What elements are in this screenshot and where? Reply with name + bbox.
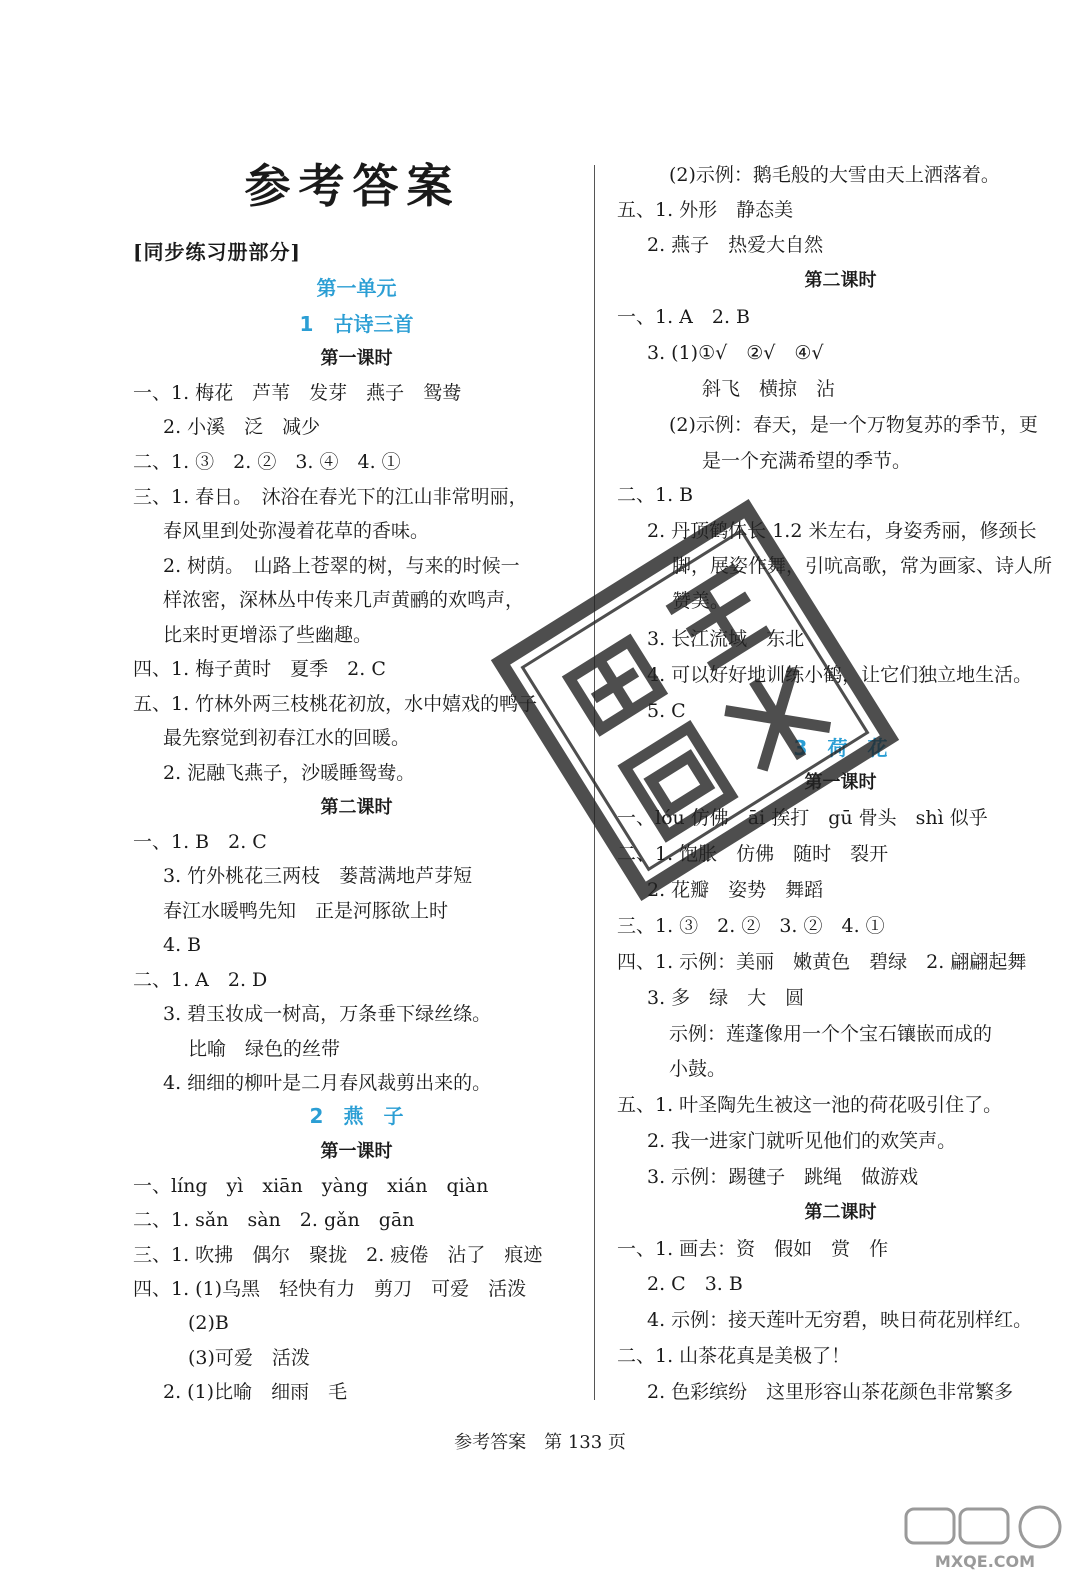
lesson-heading: 1 古诗三首 [299, 312, 414, 336]
answer-line: 4. 细细的柳叶是二月春风裁剪出来的。 [163, 1072, 492, 1094]
lesson-heading: 2 燕 子 [309, 1104, 404, 1128]
answer-line: 3. 竹外桃花三两枝 蒌蒿满地芦芽短 [163, 865, 473, 887]
answer-line: 二、1. 饱胀 仿佛 随时 裂开 [617, 843, 889, 865]
lesson-heading: 3 荷 花 [793, 736, 888, 760]
answer-line: 2. C 3. B [647, 1273, 743, 1295]
page-footer: 参考答案 第 133 页 [454, 1432, 626, 1453]
answer-line: 一、1. 画去：资 假如 赏 作 [617, 1238, 889, 1260]
class-heading: 第一课时 [320, 1141, 393, 1162]
answer-line: 2. 泥融飞燕子，沙暖睡鸳鸯。 [163, 762, 416, 784]
answer-line: (2)示例：春天，是一个万物复苏的季节，更 [669, 414, 1038, 436]
section-label: [同步练习册部分] [133, 240, 301, 264]
unit-heading: 第一单元 [316, 276, 397, 300]
answer-line: 二、1. A 2. D [133, 969, 268, 991]
class-heading: 第二课时 [804, 270, 877, 291]
answer-line: 一、1. 梅花 芦苇 发芽 燕子 鸳鸯 [133, 382, 462, 404]
answer-line: (2)B [188, 1312, 229, 1334]
answer-line: 三、1. 吹拂 偶尔 聚拢 2. 疲倦 沾了 痕迹 [133, 1244, 543, 1266]
answer-line: 三、1. ③ 2. ② 3. ② 4. ① [617, 915, 885, 937]
answer-line: 是一个充满希望的季节。 [702, 450, 912, 472]
answer-line: 三、1. 春日。 沐浴在春光下的江山非常明丽， [133, 486, 528, 508]
answer-line: 脚，展姿作舞，引吭高歌，常为画家、诗人所 [672, 555, 1053, 577]
answer-line: 小鼓。 [669, 1058, 727, 1080]
answer-line: 一、líng yì xiān yàng xián qiàn [133, 1175, 489, 1197]
answer-line: 2. 丹顶鹤体长 1.2 米左右，身姿秀丽，修颈长 [647, 520, 1037, 542]
answer-line: 四、1. 示例：美丽 嫩黄色 碧绿 2. 翩翩起舞 [617, 951, 1027, 973]
answer-line: 4. 可以好好地训练小鹤，让它们独立地生活。 [647, 664, 1033, 686]
answer-line: 一、lóu 仿佛 āi 挨打 gū 骨头 shì 似乎 [617, 807, 988, 829]
watermark-logo-icon [900, 1505, 1070, 1575]
answer-line: (3)可爱 活泼 [188, 1347, 310, 1369]
answer-line: 赞美。 [672, 590, 730, 612]
class-heading: 第一课时 [320, 348, 393, 369]
answer-line: 3. 长江流域 东北 [647, 628, 805, 650]
answer-line: 五、1. 竹林外两三枝桃花初放，水中嬉戏的鸭子 [133, 693, 538, 715]
answer-line: 样浓密，深林丛中传来几声黄鹂的欢鸣声， [163, 589, 525, 611]
answer-line: 二、1. sǎn sàn 2. gǎn gān [133, 1209, 415, 1231]
watermark-text: MXQE.COM [934, 1552, 1036, 1571]
answer-line: (2)示例：鹅毛般的大雪由天上洒落着。 [669, 164, 1000, 186]
answer-line: 斜飞 横掠 沾 [702, 378, 836, 400]
answer-line: 春风里到处弥漫着花草的香味。 [163, 520, 430, 542]
class-heading: 第二课时 [320, 797, 393, 818]
answer-line: 一、1. B 2. C [133, 831, 267, 853]
answer-line: 比来时更增添了些幽趣。 [163, 624, 373, 646]
answer-line: 2. 小溪 泛 减少 [163, 416, 321, 438]
answer-line: 3. (1)①√ ②√ ④√ [647, 342, 824, 364]
answer-line: 4. 示例：接天莲叶无穷碧，映日荷花别样红。 [647, 1309, 1033, 1331]
answer-line: 3. 多 绿 大 圆 [647, 987, 805, 1009]
answer-line: 2. 色彩缤纷 这里形容山茶花颜色非常繁多 [647, 1381, 1014, 1403]
answer-line: 2. 燕子 热爱大自然 [647, 234, 824, 256]
answer-line: 二、1. 山茶花真是美极了！ [617, 1345, 851, 1367]
answer-line: 4. B [163, 934, 202, 956]
answer-line: 五、1. 外形 静态美 [617, 199, 794, 221]
answer-line: 一、1. A 2. B [617, 306, 751, 328]
answer-line: 二、1. ③ 2. ② 3. ④ 4. ① [133, 451, 401, 473]
answer-line: 3. 示例：踢毽子 跳绳 做游戏 [647, 1166, 919, 1188]
class-heading: 第二课时 [804, 1202, 877, 1223]
answer-line: 2. 树荫。 山路上苍翠的树，与来的时候一 [163, 555, 520, 577]
answer-line: 比喻 绿色的丝带 [188, 1038, 341, 1060]
class-heading: 第一课时 [804, 772, 877, 793]
answer-line: 3. 碧玉妆成一树高，万条垂下绿丝绦。 [163, 1003, 492, 1025]
answer-line: 2. 花瓣 姿势 舞蹈 [647, 879, 824, 901]
answer-line: 5. C [647, 700, 686, 722]
answer-line: 春江水暖鸭先知 正是河豚欲上时 [163, 900, 449, 922]
answer-line: 2. (1)比喻 细雨 毛 [163, 1381, 348, 1403]
page-title: 参考答案 [244, 159, 461, 213]
answer-line: 五、1. 叶圣陶先生被这一池的荷花吸引住了。 [617, 1094, 1003, 1116]
answer-line: 示例：莲蓬像用一个个宝石镶嵌而成的 [669, 1023, 993, 1045]
answer-line: 2. 我一进家门就听见他们的欢笑声。 [647, 1130, 957, 1152]
answer-line: 最先察觉到初春江水的回暖。 [163, 727, 411, 749]
answer-line: 四、1. (1)乌黑 轻快有力 剪刀 可爱 活泼 [133, 1278, 527, 1300]
answer-line: 四、1. 梅子黄时 夏季 2. C [133, 658, 386, 680]
answer-line: 二、1. B [617, 484, 694, 506]
